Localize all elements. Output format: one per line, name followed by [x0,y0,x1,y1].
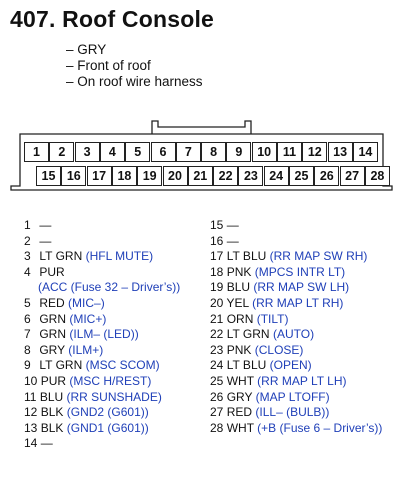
connector-pin-4: 4 [100,142,125,162]
pin-row-27 [210,405,382,421]
pin-number: 11 [24,389,37,404]
wire-color: LT GRN [226,327,270,342]
pin-row-4 [24,265,180,281]
pin-row-6 [24,312,180,328]
pin-number: 25 [210,373,224,388]
pin-number: 2 [24,233,31,248]
note-harness: – On roof wire harness [66,74,203,89]
connector-pin-16: 16 [61,166,86,186]
pin-number: 26 [210,389,224,404]
connector-pin-3: 3 [75,142,100,162]
wire-color: PNK [226,342,252,357]
pin-number: 28 [210,420,224,435]
connector-pin-22: 22 [213,166,238,186]
pin-row-9 [24,358,180,374]
pin-number: 17 [210,249,224,264]
pin-number: 19 [210,280,224,295]
note-connector-color: – GRY [66,42,107,57]
pin-function: (HFL MUTE) [85,249,154,264]
wire-color: GRN [39,311,67,326]
pin-row-20 [210,296,382,312]
pin-number: 10 [24,373,38,388]
pin-function: (MPCS INTR LT) [254,264,346,279]
pin-function: (RR MAP LT RH) [252,295,344,310]
pin-number: 15 [210,218,224,232]
connector-pin-27: 27 [340,166,365,186]
wire-color: WHT [226,373,254,388]
wire-color: LT GRN [39,358,83,373]
pin-number: 1 [24,218,31,232]
pin-row-26 [210,390,382,406]
pin-function: (MAP LTOFF) [255,389,330,404]
wire-color: LT BLU [226,249,267,264]
connector-pin-26: 26 [314,166,339,186]
connector-pin-13: 13 [328,142,353,162]
connector-pin-23: 23 [238,166,263,186]
pin-function: (RR MAP LT LH) [257,373,347,388]
wire-color: — [39,218,52,232]
pin-row-13 [24,421,180,437]
wire-color: LT BLU [226,358,267,373]
pin-number: 14 [24,436,38,451]
connector-pin-12: 12 [302,142,327,162]
pin-row-8 [24,343,180,359]
wire-color: LT GRN [39,249,83,264]
pin-row-17 [210,249,382,265]
pin-list-right [210,218,382,436]
wire-color: — [39,233,52,248]
pin-number: 6 [24,311,31,326]
pin-function: (TILT) [256,311,289,326]
pin-row-25 [210,374,382,390]
pin-row-19 [210,280,382,296]
pin-function: (CLOSE) [254,342,304,357]
pin-function: (MIC–) [68,295,105,310]
connector-pin-7: 7 [176,142,201,162]
pin-function: (GND1 (G601)) [66,420,149,435]
pin-number: 22 [210,327,224,342]
pin-row-16 [210,234,382,250]
pin-number: 8 [24,342,31,357]
wire-color: RED [39,295,65,310]
connector-pin-14: 14 [353,142,378,162]
pin-number: 3 [24,249,31,264]
pin-number: 23 [210,342,224,357]
wire-color: WHT [226,420,254,435]
wire-color: GRY [226,389,253,404]
pin-function: (ILM+) [68,342,104,357]
wire-color: ORN [226,311,254,326]
pin-row-22 [210,327,382,343]
pin-function: (MIC+) [69,311,107,326]
wire-color: — [226,233,239,248]
page-title: 407. Roof Console [10,6,215,32]
wire-color: RED [226,405,253,420]
wire-color: BLK [40,420,64,435]
connector-pin-1: 1 [24,142,49,162]
pin-row-1 [24,218,180,234]
connector-pin-20: 20 [163,166,188,186]
wire-color: GRY [39,342,65,357]
pin-row-7 [24,327,180,343]
connector-pin-9: 9 [226,142,251,162]
pin-number: 18 [210,264,224,279]
pin-function: (AUTO) [272,327,315,342]
wire-color: BLK [40,405,64,420]
pin-row-2 [24,234,180,250]
pin-row-5 [24,296,180,312]
pin-row-12 [24,405,180,421]
wire-color: — [226,218,239,232]
pin-number: 21 [210,311,224,326]
connector-diagram [0,0,415,200]
connector-pin-15: 15 [36,166,61,186]
pin-number: 20 [210,295,224,310]
pin-row-28 [210,421,382,437]
connector-pin-28: 28 [365,166,390,186]
pin-row-11 [24,390,180,406]
pin-function: (RR SUNSHADE) [66,389,162,404]
wire-color: — [40,436,53,451]
pin-function: (RR MAP SW RH) [269,249,368,264]
connector-pin-24: 24 [264,166,289,186]
pin-function: (GND2 (G601)) [66,405,149,420]
pin-function: (+B (Fuse 6 – Driver’s)) [257,420,383,435]
pin-row-14 [24,436,180,452]
pin-function: (MSC H/REST) [69,373,152,388]
connector-pin-5: 5 [125,142,150,162]
wire-color: BLU [39,389,64,404]
pin-number: 24 [210,358,224,373]
pin-list-left [24,218,180,452]
connector-pin-17: 17 [87,166,112,186]
pin-row-18 [210,265,382,281]
pin-number: 5 [24,295,31,310]
pin-row-23 [210,343,382,359]
pin-number: 9 [24,358,31,373]
note-location: – Front of roof [66,58,151,73]
wire-color: PUR [39,264,65,279]
wire-color: PUR [40,373,67,388]
pin-number: 16 [210,233,224,248]
pin-function: (ILL– (BULB)) [255,405,330,420]
pin-number: 4 [24,264,31,279]
wire-color: PNK [226,264,252,279]
pin-row-24 [210,358,382,374]
pin-number: 13 [24,420,38,435]
connector-pin-6: 6 [151,142,176,162]
wire-color: GRN [39,327,67,342]
connector-pin-2: 2 [49,142,74,162]
connector-pin-18: 18 [112,166,137,186]
pin-number: 12 [24,405,38,420]
pin-function: (RR MAP SW LH) [253,280,350,295]
connector-pin-19: 19 [137,166,162,186]
pin-row-15 [210,218,382,234]
pin-row-3 [24,249,180,265]
connector-pin-11: 11 [277,142,302,162]
pin-number: 27 [210,405,224,420]
pin-function: (MSC SCOM) [85,358,160,373]
connector-pin-21: 21 [188,166,213,186]
pin-row-21 [210,312,382,328]
wire-color: BLU [226,280,251,295]
pin-function-continued: (ACC (Fuse 32 – Driver’s)) [38,280,181,295]
pin-number: 7 [24,327,31,342]
pin-function: (ILM– (LED)) [69,327,139,342]
connector-pin-10: 10 [252,142,277,162]
connector-pin-25: 25 [289,166,314,186]
wire-color: YEL [226,295,249,310]
pin-function: (OPEN) [269,358,312,373]
pin-row-10 [24,374,180,390]
connector-pin-8: 8 [201,142,226,162]
